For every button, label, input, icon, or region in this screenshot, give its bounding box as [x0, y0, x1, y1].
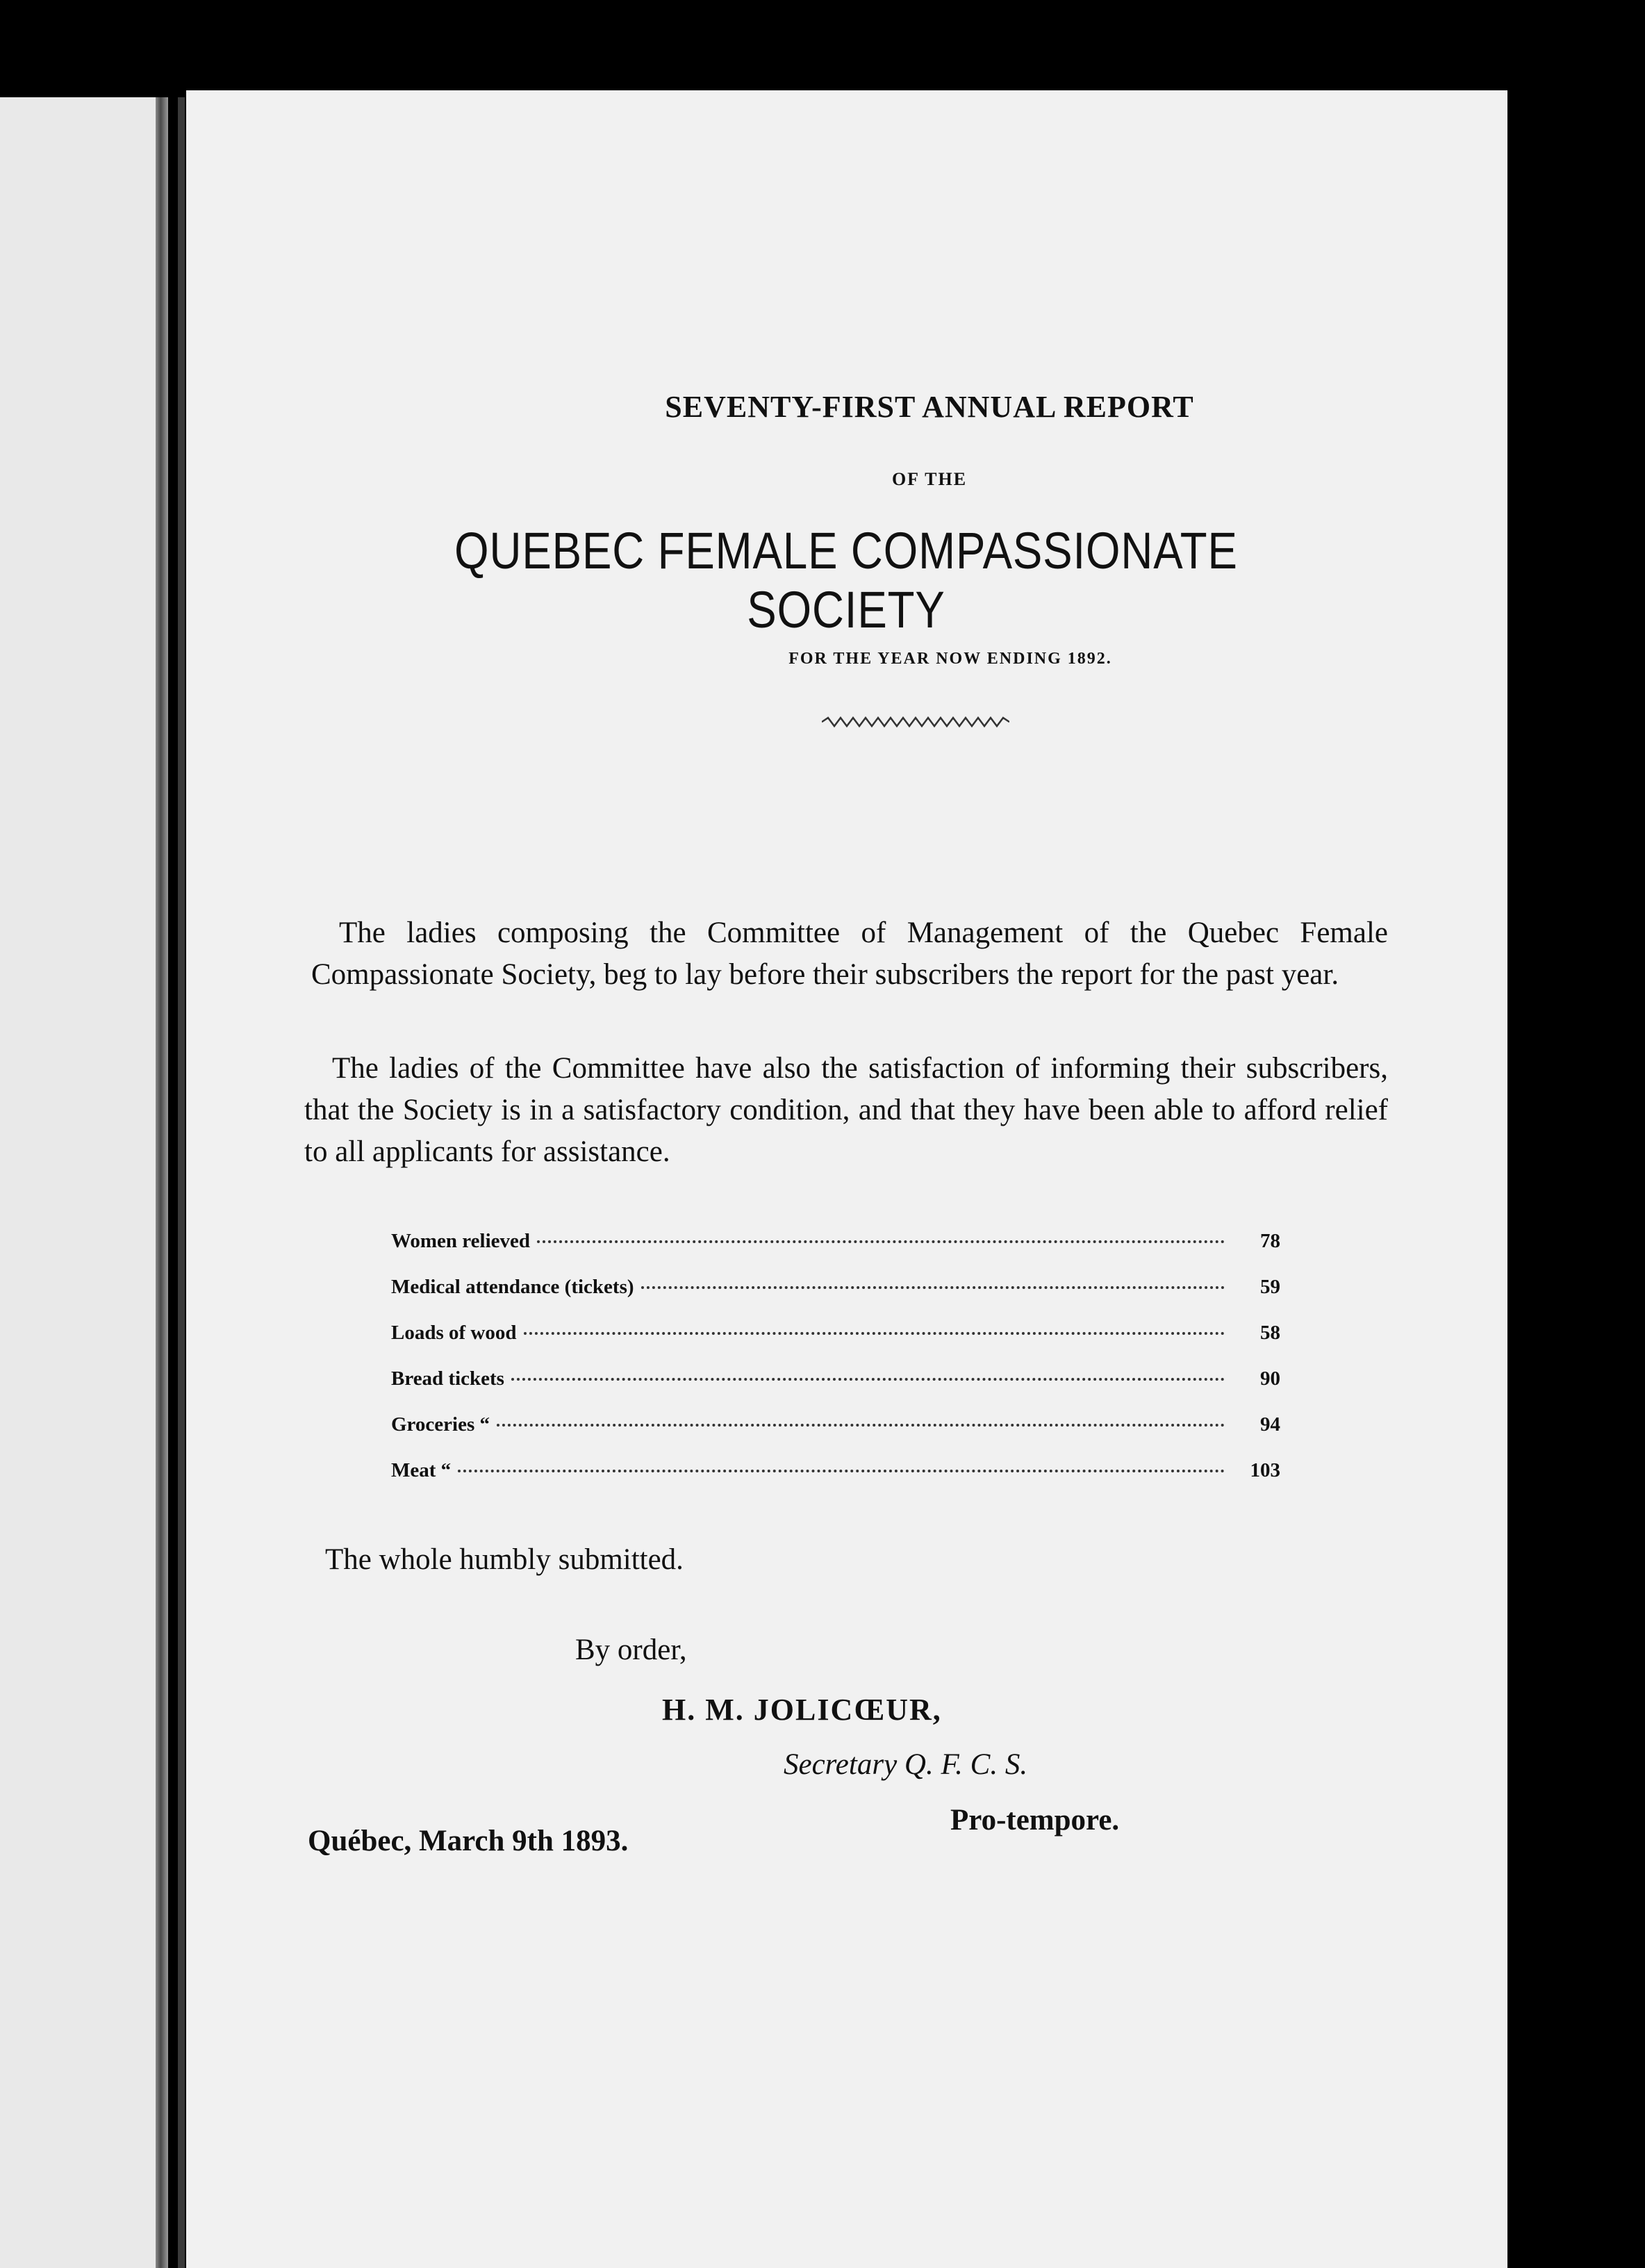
stat-value: 59 [1260, 1276, 1280, 1298]
stat-row [391, 1413, 1280, 1459]
report-heading: SEVENTY-FIRST ANNUAL REPORT [665, 390, 1194, 424]
stat-row [391, 1230, 1280, 1276]
dot-leader [537, 1240, 1225, 1243]
stat-label: Meat “ [391, 1459, 452, 1481]
binding-gutter [178, 97, 185, 2268]
stat-row [391, 1322, 1280, 1367]
stat-row [391, 1459, 1280, 1505]
stat-value: 94 [1260, 1413, 1280, 1436]
heading-connector: OF THE [891, 469, 968, 489]
place-and-date: Québec, March 9th 1893. [308, 1825, 629, 1857]
report-page [186, 90, 1507, 2268]
left-page-edge [0, 97, 164, 2268]
stat-row [391, 1276, 1280, 1322]
stat-label: Loads of wood [391, 1322, 517, 1344]
dot-leader [458, 1470, 1225, 1472]
stat-label: Women relieved [391, 1230, 531, 1252]
stat-value: 103 [1250, 1459, 1280, 1481]
stat-value: 78 [1260, 1230, 1280, 1252]
stat-value: 90 [1260, 1367, 1280, 1390]
stat-label: Bread tickets [391, 1367, 504, 1390]
closing-line: The whole humbly submitted. [325, 1543, 684, 1576]
report-paragraph: The ladies of the Committee have also the satisfaction of informing their subscribers, that the Society is in a satisfactory condition, and that they have been able to afford relief to all applicants for assistance. [304, 1052, 1388, 1168]
dot-leader [641, 1286, 1225, 1289]
dot-leader [511, 1378, 1225, 1381]
stat-row [391, 1367, 1280, 1413]
signer-note: Pro-tempore. [950, 1804, 1120, 1836]
report-year-line: FOR THE YEAR NOW ENDING 1892. [788, 650, 1112, 668]
dot-leader [497, 1424, 1225, 1427]
signer-title: Secretary Q. F. C. S. [784, 1748, 1028, 1781]
dot-leader [524, 1332, 1225, 1335]
by-order-line: By order, [575, 1634, 687, 1666]
society-name: QUEBEC FEMALE COMPASSIONATE SOCIETY [454, 522, 1238, 639]
stat-label: Medical attendance (tickets) [391, 1276, 634, 1298]
stat-label: Groceries “ [391, 1413, 490, 1436]
signer-name: H. M. JOLICŒUR, [662, 1693, 942, 1727]
ornamental-rule [822, 712, 1009, 732]
relief-statistics [391, 1230, 1280, 1505]
report-paragraph: The ladies composing the Committee of Management of the Quebec Female Compassionate Society, beg to lay before their subscribers the report for the past year. [311, 917, 1388, 991]
stat-value: 58 [1260, 1322, 1280, 1344]
